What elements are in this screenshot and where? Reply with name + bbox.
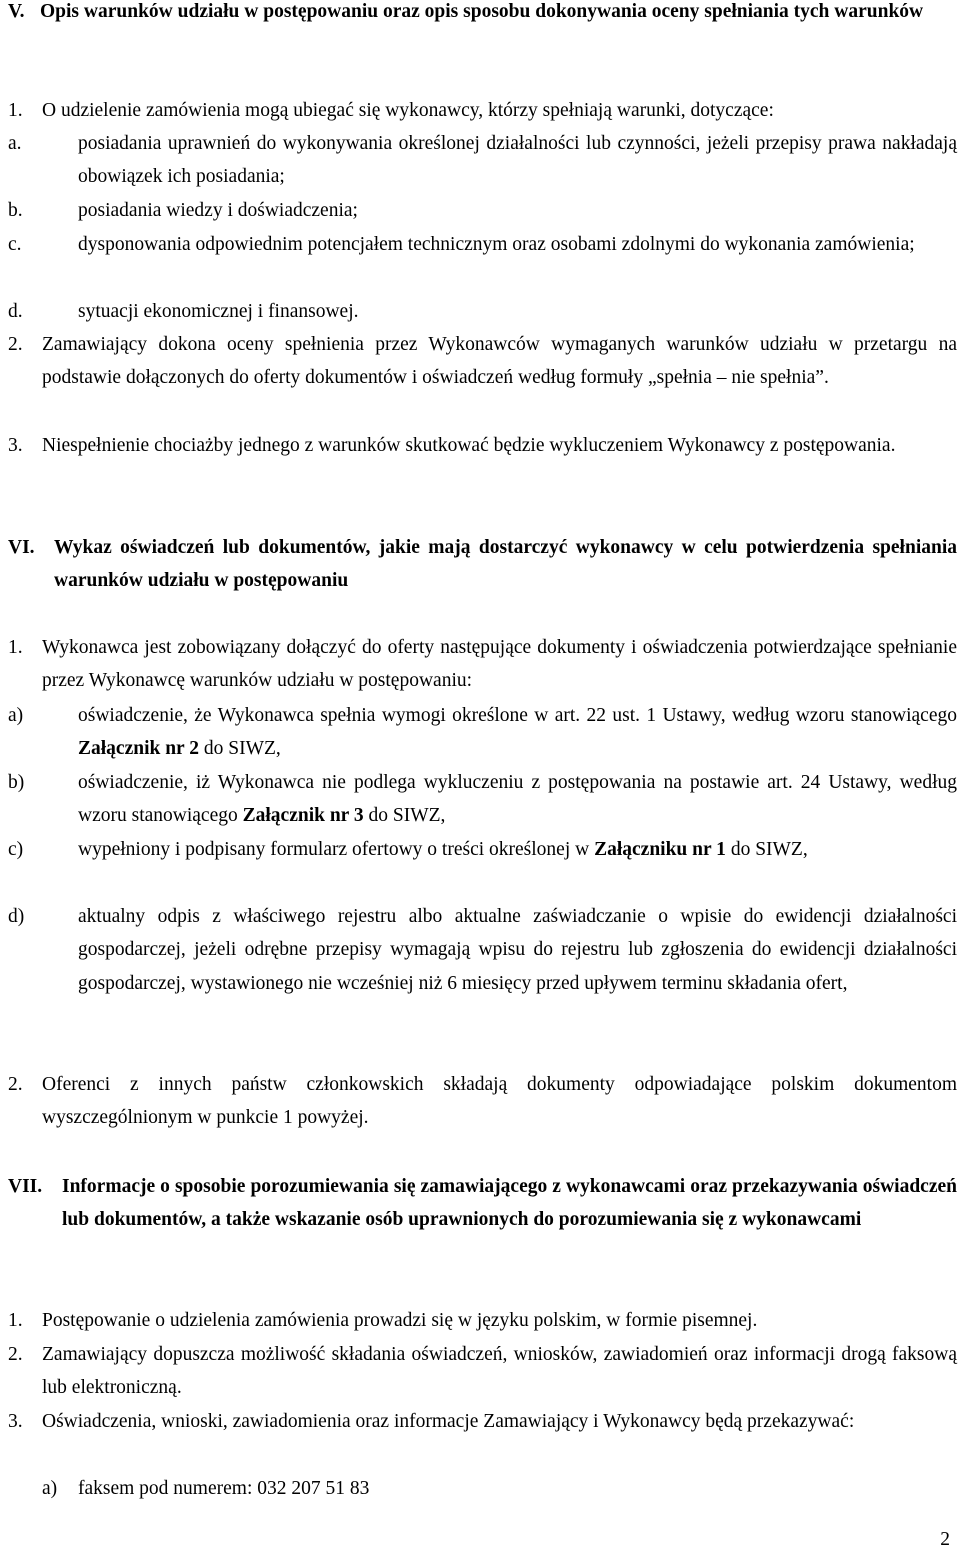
subitem-text: posiadania wiedzy i doświadczenia; bbox=[78, 200, 358, 221]
item-number: 1. bbox=[8, 100, 23, 121]
section-6-title: Wykaz oświadczeń lub dokumentów, jakie mają dostarczyć wykonawcy w celu potwierdzenia spełniania warunków udziału w postępowaniu bbox=[54, 537, 957, 592]
section-5-item-3 bbox=[8, 429, 957, 462]
letter-text-pre: oświadczenie, że Wykonawca spełnia wymogi określone w art. 22 ust. 1 Ustawy, według wzoru stanowiącego bbox=[78, 705, 957, 726]
subitem-letter: b. bbox=[8, 200, 23, 221]
letter-text-post: do SIWZ, bbox=[725, 839, 808, 860]
letter-item-d bbox=[8, 900, 957, 1000]
section-6-item-1 bbox=[8, 631, 957, 698]
letter-item-b bbox=[8, 766, 957, 833]
section-6-item-2 bbox=[8, 1068, 957, 1135]
section-7-item-3 bbox=[8, 1405, 957, 1438]
letter-item-c bbox=[8, 833, 957, 866]
item-number: 1. bbox=[8, 637, 23, 658]
section-7-item-2 bbox=[8, 1338, 957, 1405]
item-number: 2. bbox=[8, 1074, 23, 1095]
subitem-b bbox=[8, 194, 957, 227]
letter-text bbox=[78, 833, 957, 866]
letter-text bbox=[78, 699, 957, 766]
section-6-number: VI. bbox=[8, 537, 35, 558]
attachment-reference: Załącznik nr 2 bbox=[78, 738, 199, 760]
letter-text: faksem pod numerem: 032 207 51 83 bbox=[78, 1478, 370, 1499]
subitem-a bbox=[8, 127, 957, 194]
item-text: Oświadczenia, wnioski, zawiadomienia oraz informacje Zamawiający i Wykonawcy będą przekazywać: bbox=[42, 1411, 855, 1432]
letter-text-pre: wypełniony i podpisany formularz ofertowy o treści określonej w bbox=[78, 839, 595, 860]
subitem-letter: c. bbox=[8, 234, 22, 255]
section-7-title: Informacje o sposobie porozumiewania się zamawiającego z wykonawcami oraz przekazywania oświadczeń lub dokumentów, a także wskazanie osób uprawnionych do porozumiewania się z wykonawcami bbox=[62, 1176, 957, 1231]
letter-text-post: do SIWZ, bbox=[199, 738, 281, 760]
letter-text-post: do SIWZ, bbox=[363, 805, 446, 827]
item-text: O udzielenie zamówienia mogą ubiegać się wykonawcy, którzy spełniają warunki, dotyczące: bbox=[42, 100, 774, 121]
subitem-letter: a. bbox=[8, 133, 22, 154]
letter-text bbox=[78, 766, 957, 833]
subitem-text: posiadania uprawnień do wykonywania określonej działalności lub czynności, jeżeli przepisy prawa nakładają obowiązek ich posiadania; bbox=[78, 133, 957, 188]
item-number: 3. bbox=[8, 1411, 23, 1432]
section-5-item-1 bbox=[8, 94, 957, 127]
letter-label: b) bbox=[8, 772, 25, 793]
item-text: Oferenci z innych państw członkowskich składają dokumenty odpowiadające polskim dokumentom wyszczególnionym w punkcie 1 powyżej. bbox=[42, 1074, 957, 1129]
section-7-letter-a bbox=[42, 1472, 957, 1505]
letter-item-a bbox=[8, 699, 957, 766]
item-number: 2. bbox=[8, 334, 23, 355]
item-text: Niespełnienie chociażby jednego z warunków skutkować będzie wykluczeniem Wykonawcy z postępowania. bbox=[42, 435, 896, 456]
section-5-heading bbox=[8, 0, 957, 28]
letter-label: c) bbox=[8, 839, 24, 860]
item-number: 3. bbox=[8, 435, 23, 456]
subitem-c bbox=[8, 228, 957, 261]
subitem-text: sytuacji ekonomicznej i finansowej. bbox=[78, 301, 359, 322]
item-number: 2. bbox=[8, 1344, 23, 1365]
item-number: 1. bbox=[8, 1310, 23, 1331]
item-text: Zamawiający dopuszcza możliwość składania oświadczeń, wniosków, zawiadomień oraz informacji drogą faksową lub elektroniczną. bbox=[42, 1344, 957, 1399]
letter-label: d) bbox=[8, 906, 25, 927]
subitem-d bbox=[8, 295, 957, 328]
attachment-reference: Załącznik nr 3 bbox=[242, 805, 364, 827]
attachment-reference: Załączniku nr 1 bbox=[594, 839, 726, 860]
item-text: Zamawiający dokona oceny spełnienia przez Wykonawców wymaganych warunków udziału w przetargu na podstawie dołączonych do oferty dokumentów i oświadczeń według formuły „spełnia – nie spełnia”. bbox=[42, 334, 957, 389]
subitem-letter: d. bbox=[8, 301, 23, 322]
section-5-item-2 bbox=[8, 328, 957, 395]
section-7-heading bbox=[8, 1170, 957, 1237]
letter-text-pre: oświadczenie, iż Wykonawca nie podlega wykluczeniu z postępowania na postawie art. 24 Ustawy, według wzoru stanowiącego bbox=[78, 772, 957, 827]
section-5-title: Opis warunków udziału w postępowaniu oraz opis sposobu dokonywania oceny spełniania tych warunków bbox=[40, 1, 924, 22]
subitem-text: dysponowania odpowiednim potencjałem technicznym oraz osobami zdolnymi do wykonania zamówienia; bbox=[78, 234, 915, 255]
section-7-number: VII. bbox=[8, 1176, 43, 1197]
letter-text: aktualny odpis z właściwego rejestru albo aktualne zaświadczanie o wpisie do ewidencji działalności gospodarczej, jeżeli odrębne przepisy wymagają wpisu do rejestru lub zgłoszenia do ewidencji działalności gospodarczej, wystawionego nie wcześniej niż 6 miesięcy przed upływem terminu składania ofert, bbox=[78, 906, 957, 994]
letter-label: a) bbox=[42, 1478, 58, 1499]
item-text: Postępowanie o udzielenia zamówienia prowadzi się w języku polskim, w formie pisemnej. bbox=[42, 1310, 758, 1331]
page-number: 2 bbox=[940, 1529, 950, 1550]
item-text: Wykonawca jest zobowiązany dołączyć do oferty następujące dokumenty i oświadczenia potwierdzające spełnianie przez Wykonawcę warunków udziału w postępowaniu: bbox=[42, 637, 957, 692]
section-6-heading bbox=[8, 531, 957, 598]
letter-label: a) bbox=[8, 705, 24, 726]
section-7-item-1 bbox=[8, 1304, 957, 1337]
section-5-number: V. bbox=[8, 1, 25, 22]
